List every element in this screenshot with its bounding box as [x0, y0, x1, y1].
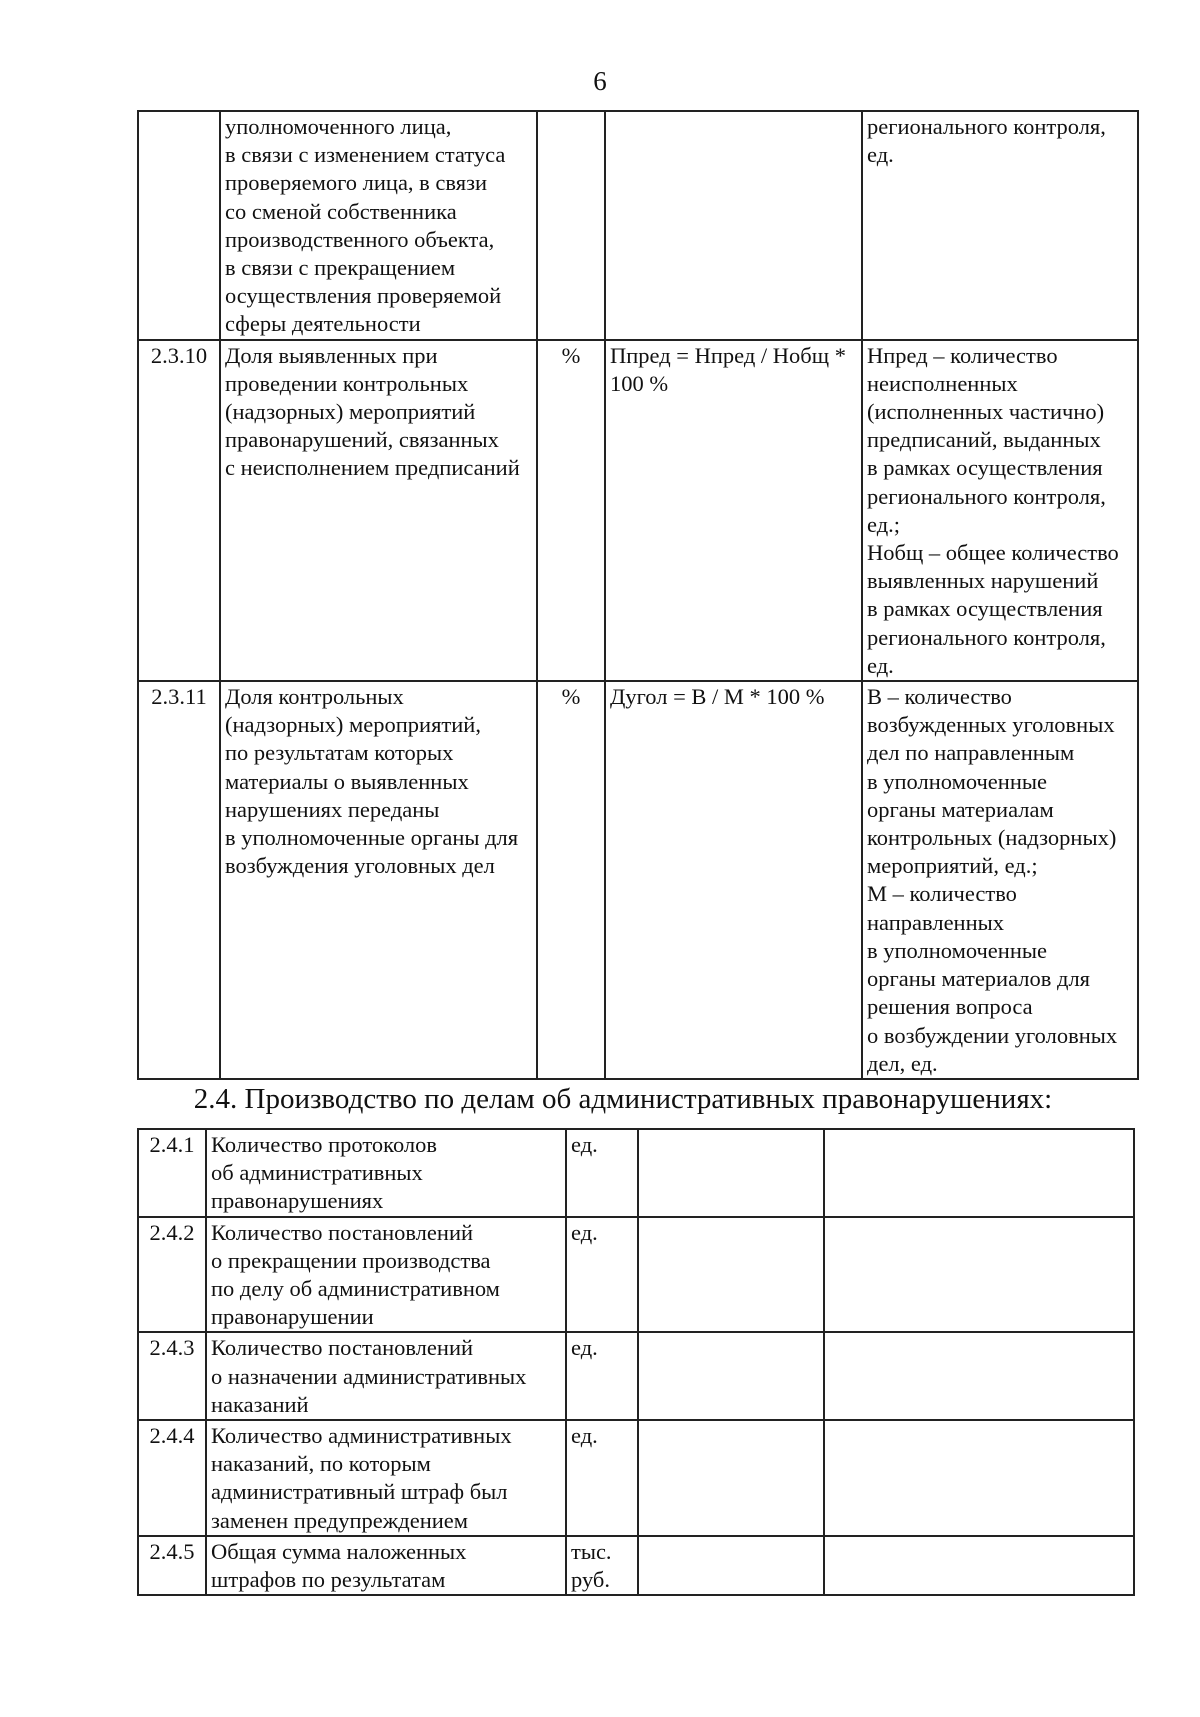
formula [605, 111, 862, 340]
cell-empty [638, 1536, 824, 1595]
cell-empty [824, 1217, 1134, 1333]
table-row [138, 1217, 1134, 1333]
row-number: 2.3.11 [138, 681, 220, 1079]
cell-empty [824, 1536, 1134, 1595]
cell-empty [824, 1332, 1134, 1420]
unit: ед. [566, 1217, 638, 1333]
indicators-table-2-4 [137, 1128, 1135, 1596]
unit: % [537, 340, 605, 681]
unit: ед. [566, 1420, 638, 1536]
description: регионального контроля, ед. [862, 111, 1138, 340]
section-heading: 2.4. Производство по делам об административных правонарушениях: [193, 1083, 1053, 1115]
row-number: 2.4.1 [138, 1129, 206, 1217]
indicator-name: Количество административных наказаний, по которым административный штраф был заменен предупреждением [206, 1420, 566, 1536]
cell-empty [638, 1217, 824, 1333]
description: Нпред – количество неисполненных (исполненных частично) предписаний, выданных в рамках осуществления регионального контроля, ед.; Нобщ – общее количество выявленных нарушений в рамках осуществления регионального контроля, ед. [862, 340, 1138, 681]
row-number: 2.4.5 [138, 1536, 206, 1595]
formula: Ппред = Нпред / Нобщ * 100 % [605, 340, 862, 681]
indicator-name: Количество протоколов об административных правонарушениях [206, 1129, 566, 1217]
indicator-name: уполномоченного лица, в связи с изменением статуса проверяемого лица, в связи со сменой собственника производственного объекта, в связи с прекращением осуществления проверяемой сферы деятельности [220, 111, 537, 340]
cell-empty [824, 1129, 1134, 1217]
indicator-name: Количество постановлений о назначении административных наказаний [206, 1332, 566, 1420]
cell-empty [638, 1332, 824, 1420]
table-row [138, 681, 1138, 1079]
cell-empty [638, 1129, 824, 1217]
unit: ед. [566, 1129, 638, 1217]
row-number: 2.4.2 [138, 1217, 206, 1333]
table-row [138, 1332, 1134, 1420]
unit: тыс. руб. [566, 1536, 638, 1595]
unit: % [537, 681, 605, 1079]
indicator-name: Доля выявленных при проведении контрольных (надзорных) мероприятий правонарушений, связанных с неисполнением предписаний [220, 340, 537, 681]
description: В – количество возбужденных уголовных дел по направленным в уполномоченные органы материалам контрольных (надзорных) мероприятий, ед.; М – количество направленных в уполномоченные органы материалов для решения вопроса о возбуждении уголовных дел, ед. [862, 681, 1138, 1079]
cell-empty [638, 1420, 824, 1536]
cell-empty [824, 1420, 1134, 1536]
unit [537, 111, 605, 340]
row-number [138, 111, 220, 340]
indicator-name: Количество постановлений о прекращении производства по делу об административном правонарушении [206, 1217, 566, 1333]
row-number: 2.4.4 [138, 1420, 206, 1536]
table-row [138, 1129, 1134, 1217]
row-number: 2.3.10 [138, 340, 220, 681]
row-number: 2.4.3 [138, 1332, 206, 1420]
indicator-name: Доля контрольных (надзорных) мероприятий, по результатам которых материалы о выявленных нарушениях переданы в уполномоченные органы для возбуждения уголовных дел [220, 681, 537, 1079]
formula: Дугол = В / М * 100 % [605, 681, 862, 1079]
page-number: 6 [593, 66, 607, 96]
unit: ед. [566, 1332, 638, 1420]
table-row [138, 340, 1138, 681]
table-row [138, 1536, 1134, 1595]
indicator-name: Общая сумма наложенных штрафов по результатам [206, 1536, 566, 1595]
indicators-table-2-3 [137, 110, 1139, 1080]
table-row [138, 1420, 1134, 1536]
table-row [138, 111, 1138, 340]
